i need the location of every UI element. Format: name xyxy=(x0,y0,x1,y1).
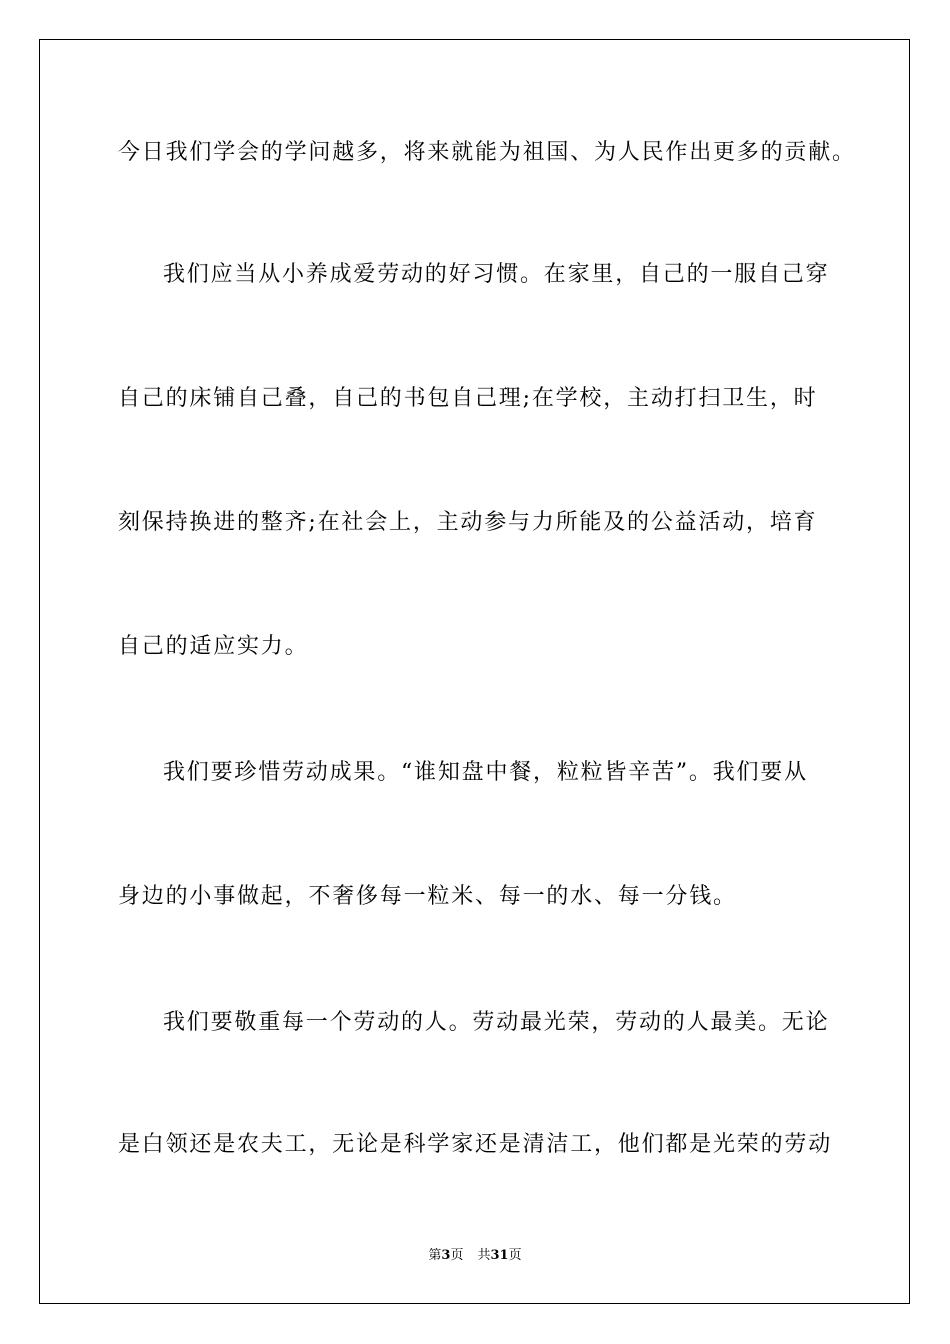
text-line: 自己的适应实力。 xyxy=(118,634,309,659)
text-line: 今日我们学会的学问越多，将来就能为祖国、为人民作出更多的贡献。 xyxy=(118,140,856,165)
page-prefix: 第 xyxy=(428,1248,442,1263)
page-total: 31 xyxy=(490,1248,509,1263)
text-line: 是白领还是农夫工，无论是科学家还是清洁工，他们都是光荣的劳动 xyxy=(118,1132,833,1157)
text-line: 自己的床铺自己叠，自己的书包自己理;在学校，主动打扫卫生，时 xyxy=(118,386,818,411)
text-line: 身边的小事做起，不奢侈每一粒米、每一的水、每一分钱。 xyxy=(118,884,737,909)
text-line: 我们应当从小养成爱劳动的好习惯。在家里，自己的一服自己穿 xyxy=(163,262,830,287)
total-prefix: 共 xyxy=(477,1248,491,1263)
page-border xyxy=(39,39,910,1304)
text-line: 我们要珍惜劳动成果。“谁知盘中餐，粒粒皆辛苦”。我们要从 xyxy=(163,760,808,785)
page-number: 3 xyxy=(441,1248,451,1263)
page-suffix: 页 xyxy=(450,1248,464,1263)
text-line: 刻保持换进的整齐;在社会上，主动参与力所能及的公益活动，培育 xyxy=(118,510,818,535)
page-footer xyxy=(0,1248,950,1264)
text-line: 我们要敬重每一个劳动的人。劳动最光荣，劳动的人最美。无论 xyxy=(163,1010,830,1035)
total-suffix: 页 xyxy=(508,1248,522,1263)
